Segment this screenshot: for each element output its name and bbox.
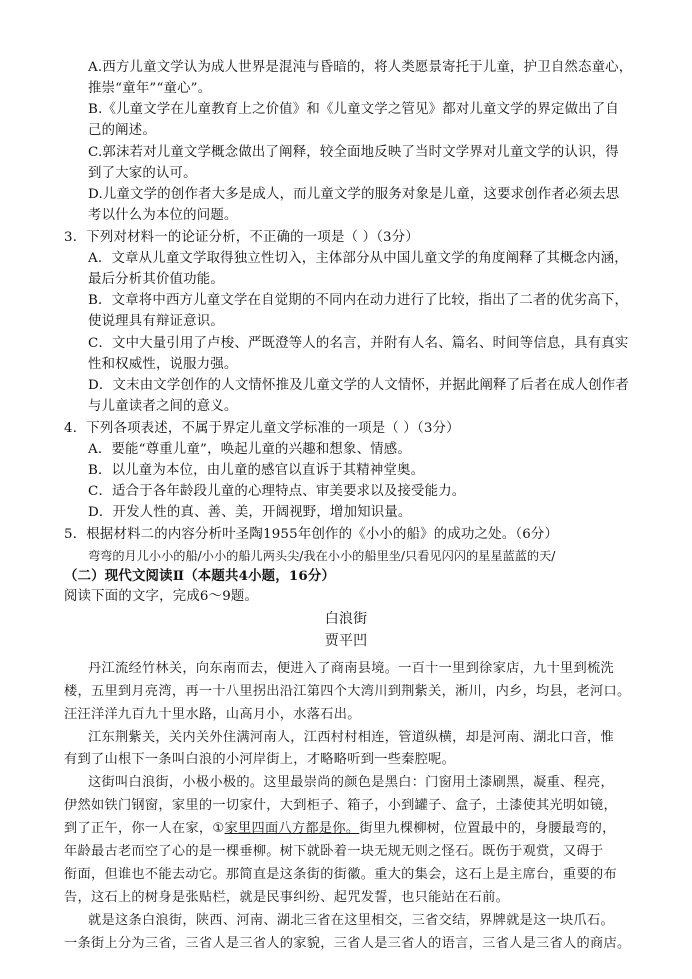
article-line: 一条街上分为三省，三省人是三省人的家貌，三省人是三省人的语言，三省人是三省人的商店。 [64, 936, 631, 951]
section-heading: （二）现代文阅读Ⅱ（本题共4小题，16分） [64, 568, 336, 584]
article-line: 衔面，但谁也不能去动它。那简直是这条街的街徽。重大的集会，这石上是主席台，重要的布 [64, 867, 617, 882]
article-line: 丹江流经竹林关，向东南而去，便进入了商南县境。一百十一里到徐家店，九十里到梳洗 [88, 661, 615, 676]
article-line: 告，这石上的树身是张贴栏，就是民事纠纷、起咒发誓，也只能站在石前。 [64, 890, 510, 905]
q2-option-a-line2: 推崇“童年”“童心”。 [88, 81, 212, 96]
q5-stem: 5．根据材料二的内容分析叶圣陶1955年创作的《小小的船》的成功之处。（6分） [64, 527, 559, 542]
q4-option-d: D．开发人性的真、善、美，开阔视野，增加知识量。 [88, 505, 412, 520]
q4-option-b: B．以儿童为本位，由儿童的感官以直诉于其精神堂奥。 [88, 463, 425, 478]
article-line: 伊然如铁门钢窗，家里的一切家什，大到柜子、箱子，小到罐子、盒子，土漆使其光明如镜， [64, 798, 617, 813]
q3-option-b-line1: B．文章将中西方儿童文学在自觉期的不同内在动力进行了比较，指出了二者的优劣高下， [88, 293, 629, 308]
article-line-prefix: 到了正午，你一人在家， [64, 821, 213, 836]
marked-sentence [212, 821, 359, 836]
article-title: 白浪街 [324, 611, 368, 627]
q3-option-a-line2: 最后分析其价值功能。 [88, 272, 224, 287]
article-line: 年龄最古老而空了心的是一棵垂柳。树下就卧着一块无规无则之怪石。既伤于观赏，又碍于 [64, 844, 604, 859]
q4-option-a: A．要能“尊重儿童”，唤起儿童的兴趣和想象、情感。 [88, 442, 411, 457]
q3-option-b-line2: 使说理具有辩证意识。 [88, 314, 224, 329]
marked-sentence-text: 家里四面八方都是你。 [224, 821, 360, 836]
q3-option-c-line2: 性和权威性，说服力强。 [88, 357, 238, 372]
q2-option-c-line2: 到了大家的认可。 [88, 166, 197, 181]
q3-option-d-line1: D．文末由文学创作的人文情怀推及儿童文学的人文情怀，并据此阐释了后者在成人创作者 [88, 378, 629, 393]
article-line: 江东荆紫关，关内关外住满河南人，江西村村相连，管道纵横，却是河南、湖北口音，惟 [88, 730, 615, 745]
q3-option-a-line1: A．文章从儿童文学取得独立性切入，主体部分从中国儿童文学的角度阐释了其概念内涵， [88, 251, 628, 266]
q2-option-c-line1: C.郭沫若对儿童文学概念做出了阐释，较全面地反映了当时文学界对儿童文学的认识，得 [88, 145, 619, 160]
article-line-with-marked-sentence [64, 819, 616, 839]
q5-poem: 弯弯的月儿小小的船/小小的船儿两头尖/我在小小的船里坐/只看见闪闪的星星蓝蓝的天/ [88, 549, 556, 563]
article-line: 汪汪洋洋九百九十里水路，山高月小，水落石出。 [64, 707, 361, 722]
q2-option-b-line1: B.《儿童文学在儿童教育上之价值》和《儿童文学之管见》都对儿童文学的界定做出了自 [88, 102, 619, 117]
q3-option-d-line2: 与儿童读者之间的意义。 [88, 399, 238, 414]
q3-stem: 3．下列对材料一的论证分析，不正确的一项是（ ）（3分） [64, 230, 419, 245]
q2-option-d-line1: D.儿童文学的创作者大多是成人，而儿童文学的服务对象是儿童，这要求创作者必须去思 [88, 187, 620, 202]
reading-instruction: 阅读下面的文字，完成6～9题。 [64, 589, 259, 604]
article-line: 楼，五里到月亮湾，再一十八里拐出沿江第四个大湾川到荆紫关，淅川，内乡，均县，老河口。 [64, 684, 631, 699]
q4-stem: 4．下列各项表述，不属于界定儿童文学标准的一项是（ ）（3分） [64, 421, 460, 436]
q3-option-c-line1: C．文中大量引用了卢梭、严既澄等人的名言，并附有人名、篇名、时间等信息，具有真实 [88, 336, 629, 351]
article-line: 这街叫白浪街，小极小极的。这里最崇尚的颜色是黑白：门窗用土漆刷黑，凝重、程亮， [88, 775, 615, 790]
circled-number-1: ① [212, 821, 225, 836]
article-line: 有到了山根下一条叫白浪的小河岸街上，才略略听到一些秦腔呢。 [64, 752, 456, 767]
q2-option-b-line2: 己的阐述。 [88, 123, 156, 138]
q2-option-a-line1: A.西方儿童文学认为成人世界是混沌与昏暗的，将人类愿景寄托于儿童，护卫自然态童心， [88, 60, 633, 75]
article-author: 贾平凹 [324, 633, 368, 649]
article-line: 就是这条白浪街，陕西、河南、湖北三省在这里相交，三省交结，界牌就是这一块爪石。 [88, 913, 615, 928]
article-line-suffix: 街里九棵柳树，位置最中的，身腰最弯的， [359, 821, 616, 836]
q2-option-d-line2: 考以什么为本位的问题。 [88, 208, 238, 223]
q4-option-c: C．适合于各年龄段儿童的心理特点、审美要求以及接受能力。 [88, 484, 466, 499]
